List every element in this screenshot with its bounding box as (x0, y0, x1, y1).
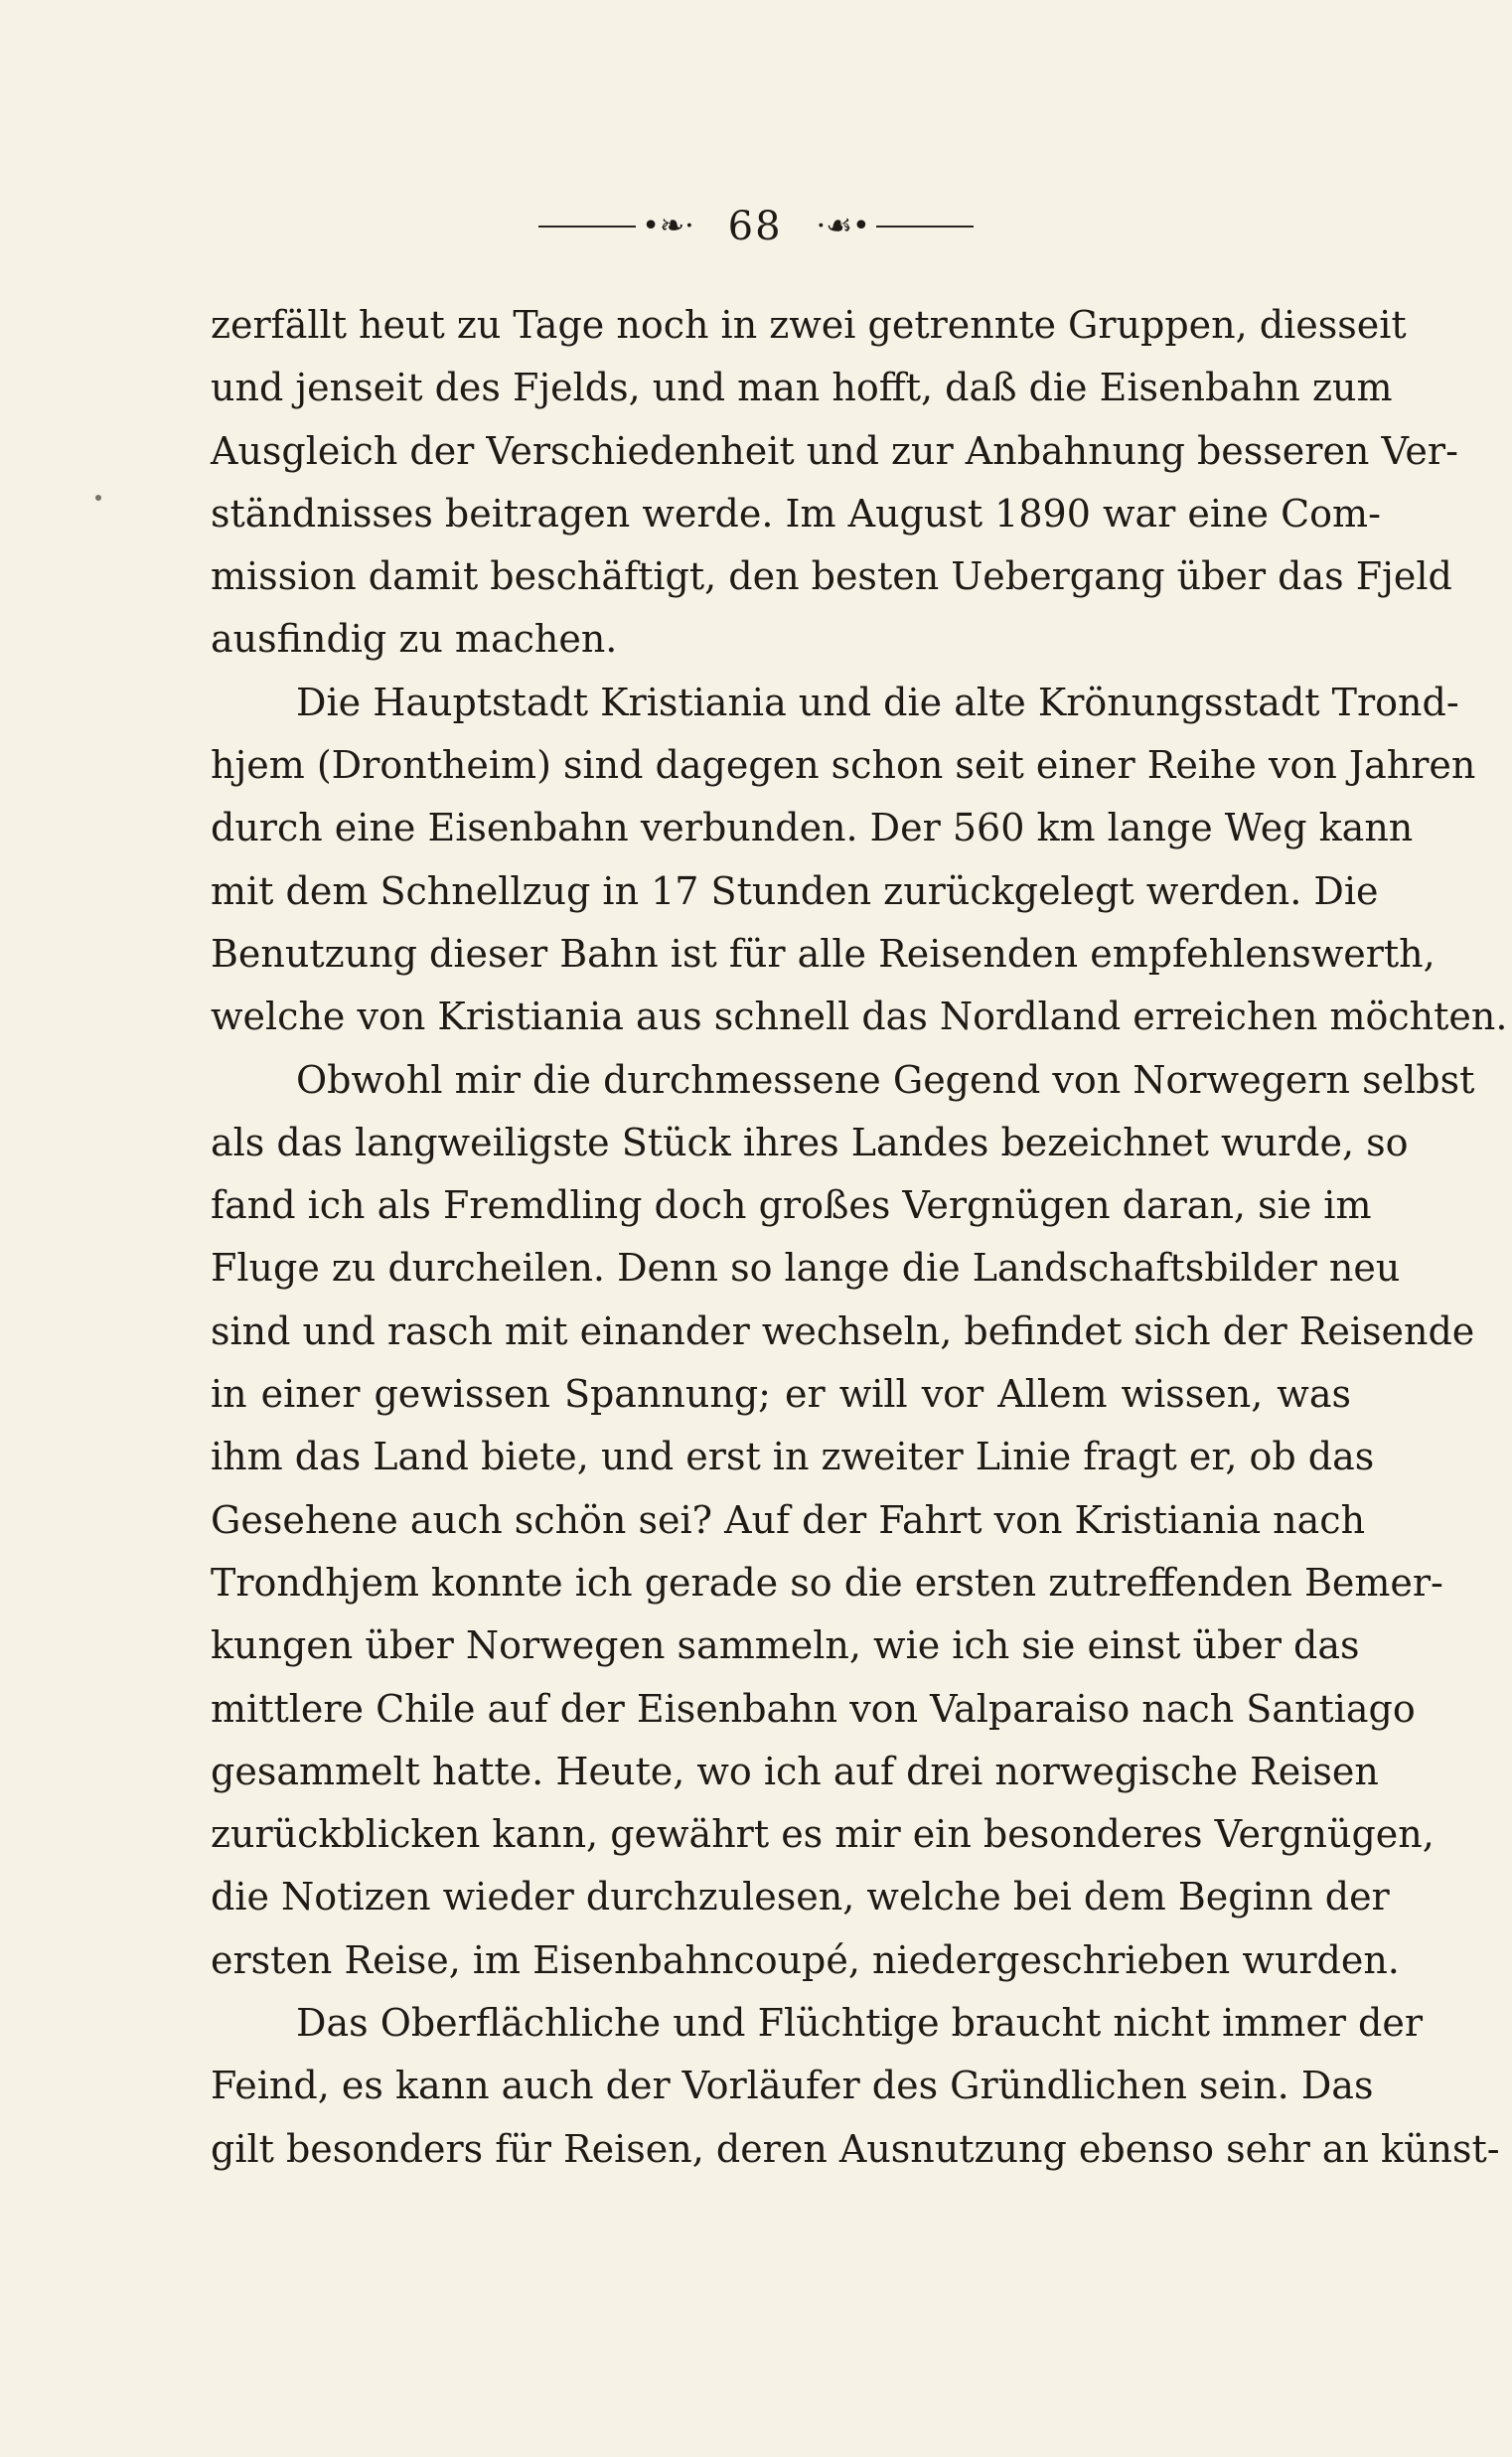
text-line: mission damit beschäftigt, den besten Uebergang über das Fjeld (211, 554, 1452, 599)
margin-mark (95, 495, 101, 501)
body-text (211, 294, 1508, 2181)
text-line: fand ich als Fremdling doch großes Vergnügen daran, sie im (211, 1183, 1372, 1228)
text-line: Fluge zu durcheilen. Denn so lange die Landschaftsbilder neu (211, 1246, 1401, 1291)
text-line: mittlere Chile auf der Eisenbahn von Valparaiso nach Santiago (211, 1686, 1416, 1731)
text-line: ihm das Land biete, und erst in zweiter Linie fragt er, ob das (211, 1435, 1375, 1479)
left-ornament (538, 209, 699, 243)
text-line: Trondhjem konnte ich gerade so die ersten zutreffenden Bemer- (211, 1560, 1443, 1605)
text-line: ständnisses beitragen werde. Im August 1890 war eine Com- (211, 491, 1381, 536)
text-line: ausfindig zu machen. (211, 617, 618, 662)
text-line: und jenseit des Fjelds, und man hofft, daß die Eisenbahn zum (211, 366, 1393, 410)
text-line: als das langweiligste Stück ihres Landes bezeichnet wurde, so (211, 1120, 1409, 1164)
text-line: Feind, es kann auch der Vorläufer des Gründlichen sein. Das (211, 2064, 1374, 2108)
text-line: welche von Kristiania aus schnell das Nordland erreichen möchten. (211, 995, 1508, 1039)
right-rule (876, 226, 974, 228)
text-line: Ausgleich der Verschiedenheit und zur Anbahnung besseren Ver- (211, 428, 1458, 473)
text-line: durch eine Eisenbahn verbunden. Der 560 km lange Weg kann (211, 806, 1414, 850)
text-line: sind und rasch mit einander wechseln, befindet sich der Reisende (211, 1308, 1475, 1353)
text-line: in einer gewissen Spannung; er will vor Allem wissen, was (211, 1372, 1351, 1417)
right-ornament (811, 209, 974, 243)
running-head (0, 197, 1512, 256)
text-line: gilt besonders für Reisen, deren Ausnutzung ebenso sehr an künst- (211, 2126, 1500, 2171)
text-line: kungen über Norwegen sammeln, wie ich sie einst über das (211, 1623, 1360, 1668)
paragraph-first-line: Obwohl mir die durchmessene Gegend von Norwegern selbst (296, 1057, 1475, 1102)
text-line: Benutzung dieser Bahn ist für alle Reisenden empfehlenswerth, (211, 931, 1436, 976)
paragraph-first-line: Die Hauptstadt Kristiania und die alte Krönungsstadt Trond- (296, 680, 1459, 724)
text-line: hjem (Drontheim) sind dagegen schon seit einer Reihe von Jahren (211, 743, 1476, 788)
text-line: zerfällt heut zu Tage noch in zwei getrennte Gruppen, diesseit (211, 303, 1407, 347)
text-line: gesammelt hatte. Heute, wo ich auf drei norwegische Reisen (211, 1749, 1379, 1793)
paragraph-first-line: Das Oberflächliche und Flüchtige braucht nicht immer der (296, 2001, 1424, 2046)
text-line: Gesehene auch schön sei? Auf der Fahrt von Kristiania nach (211, 1497, 1366, 1542)
text-line: die Notizen wieder durchzulesen, welche bei dem Beginn der (211, 1875, 1390, 1920)
left-ornament-glyph: •❧· (642, 209, 694, 243)
left-rule (538, 226, 636, 228)
text-line: mit dem Schnellzug in 17 Stunden zurückgelegt werden. Die (211, 868, 1379, 913)
right-ornament-glyph: ·☙• (816, 209, 870, 243)
page-number: 68 (727, 204, 783, 249)
text-line: zurückblicken kann, gewährt es mir ein besonderes Vergnügen, (211, 1812, 1435, 1857)
text-line: ersten Reise, im Eisenbahncoupé, niedergeschrieben wurden. (211, 1937, 1400, 1982)
